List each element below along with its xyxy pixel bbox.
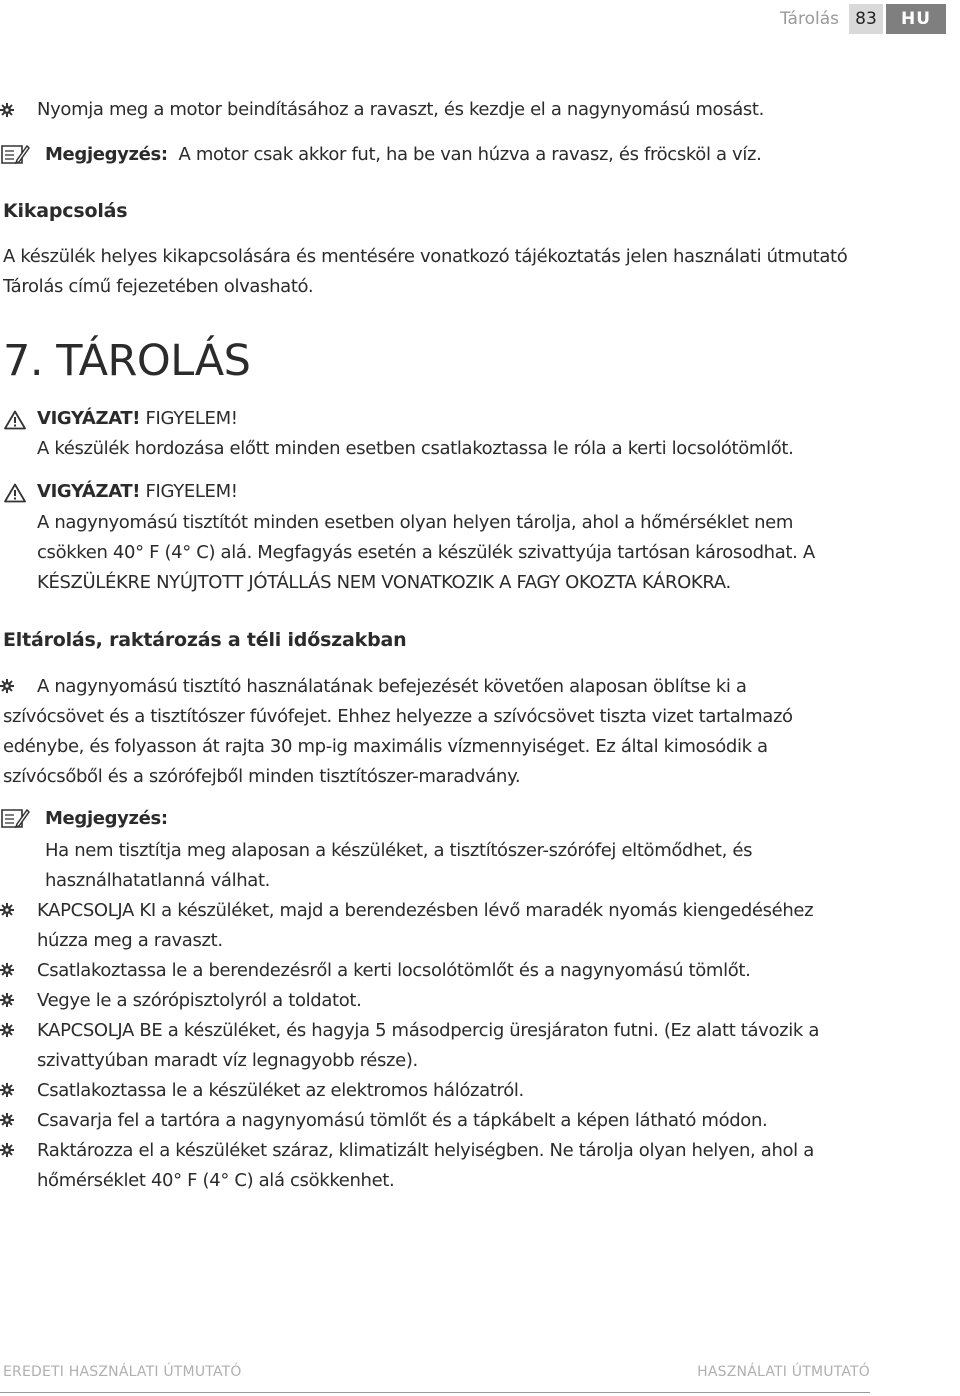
- gear-bullet-icon: [0, 1113, 14, 1127]
- header-section-title: Tárolás: [779, 9, 839, 29]
- warning-1-text: A készülék hordozása előtt minden esetben csatlakoztassa le róla a kerti locsolótömlőt.: [37, 438, 794, 459]
- note-icon: [0, 143, 30, 165]
- note-label: Megjegyzés:: [45, 144, 168, 165]
- warning-2-line: KÉSZÜLÉKRE NYÚJTOTT JÓTÁLLÁS NEM VONATKOZIK A FAGY OKOZTA KÁROKRA.: [37, 572, 731, 593]
- gear-bullet-icon: [0, 103, 14, 117]
- kikapcsolas-heading: Kikapcsolás: [3, 200, 128, 222]
- winter-bullet-line: szívócsövet és a tisztítószer fúvófejet. Ehhez helyezze a szívócsövet tiszta vizet tartalmazó: [3, 706, 793, 727]
- footer-left-label: EREDETI HASZNÁLATI ÚTMUTATÓ: [3, 1364, 242, 1380]
- step-line: hőmérséklet 40° F (4° C) alá csökkenhet.: [37, 1170, 395, 1191]
- top-note: [45, 140, 761, 170]
- note-icon: [0, 807, 30, 829]
- warning-2-line: A nagynyomású tisztítót minden esetben olyan helyen tárolja, ahol a hőmérséklet nem: [37, 512, 794, 533]
- warning-2-line: csökken 40° F (4° C) alá. Megfagyás esetén a készülék szivattyúja tartósan károsodhat. A: [37, 542, 815, 563]
- attention-label: FIGYELEM!: [145, 408, 238, 429]
- attention-label: FIGYELEM!: [145, 481, 238, 502]
- warning-label: VIGYÁZAT!: [37, 481, 141, 502]
- gear-bullet-icon: [0, 993, 14, 1007]
- gear-bullet-icon: [0, 1083, 14, 1097]
- step-line: KAPCSOLJA KI a készüléket, majd a berendezésben lévő maradék nyomás kiengedéséhez: [37, 900, 814, 921]
- step-line: Csatlakoztassa le a készüléket az elektromos hálózatról.: [37, 1080, 524, 1101]
- page-number: 83: [849, 4, 883, 34]
- chapter-title: 7. TÁROLÁS: [3, 336, 251, 386]
- step-line: Vegye le a szórópisztolyról a toldatot.: [37, 990, 362, 1011]
- note-text: A motor csak akkor fut, ha be van húzva a ravasz, és fröcsköl a víz.: [178, 144, 762, 165]
- winter-bullet-line: edénybe, és folyasson át rajta 30 mp-ig maximális vízmennyiséget. Ez által kimosódik a: [3, 736, 768, 757]
- warning-triangle-icon: [4, 483, 26, 503]
- top-bullet-text: Nyomja meg a motor beindításához a ravaszt, és kezdje el a nagynyomású mosást.: [37, 99, 765, 120]
- language-badge: HU: [886, 4, 946, 34]
- kikapcsolas-line: Tárolás című fejezetében olvasható.: [3, 276, 314, 297]
- step-line: Csavarja fel a tartóra a nagynyomású tömlőt és a tápkábelt a képen látható módon.: [37, 1110, 768, 1131]
- step-line: szivattyúban maradt víz legnagyobb része).: [37, 1050, 418, 1071]
- page-header: [780, 4, 946, 34]
- kikapcsolas-line: A készülék helyes kikapcsolására és mentésére vonatkozó tájékoztatás jelen használati útmutató: [3, 246, 848, 267]
- footer-right-label: HASZNÁLATI ÚTMUTATÓ: [697, 1364, 870, 1380]
- winter-bullet-line: szívócsőből és a szórófejből minden tisztítószer-maradvány.: [3, 766, 521, 787]
- step-line: húzza meg a ravaszt.: [37, 930, 223, 951]
- winter-bullet-line: A nagynyomású tisztító használatának befejezését követően alaposan öblítse ki a: [37, 676, 747, 697]
- gear-bullet-icon: [0, 903, 14, 917]
- warning-1-header: [37, 404, 238, 434]
- step-line: Csatlakoztassa le a berendezésről a kerti locsolótömlőt és a nagynyomású tömlőt.: [37, 960, 751, 981]
- warning-triangle-icon: [4, 410, 26, 430]
- note-label: Megjegyzés:: [45, 808, 168, 829]
- footer-divider: [0, 1392, 870, 1393]
- step-line: KAPCSOLJA BE a készüléket, és hagyja 5 másodpercig üresjáraton futni. (Ez alatt távozik a: [37, 1020, 820, 1041]
- gear-bullet-icon: [0, 1143, 14, 1157]
- note-line: Ha nem tisztítja meg alaposan a készüléket, a tisztítószer-szórófej eltömődhet, és: [45, 840, 753, 861]
- gear-bullet-icon: [0, 963, 14, 977]
- gear-bullet-icon: [0, 1023, 14, 1037]
- warning-label: VIGYÁZAT!: [37, 408, 141, 429]
- note-line: használhatatlanná válhat.: [45, 870, 271, 891]
- warning-2-header: [37, 477, 238, 507]
- step-line: Raktározza el a készüléket száraz, klimatizált helyiségben. Ne tárolja olyan helyen, ahol a: [37, 1140, 814, 1161]
- gear-bullet-icon: [0, 679, 14, 693]
- winter-storage-heading: Eltárolás, raktározás a téli időszakban: [3, 629, 407, 651]
